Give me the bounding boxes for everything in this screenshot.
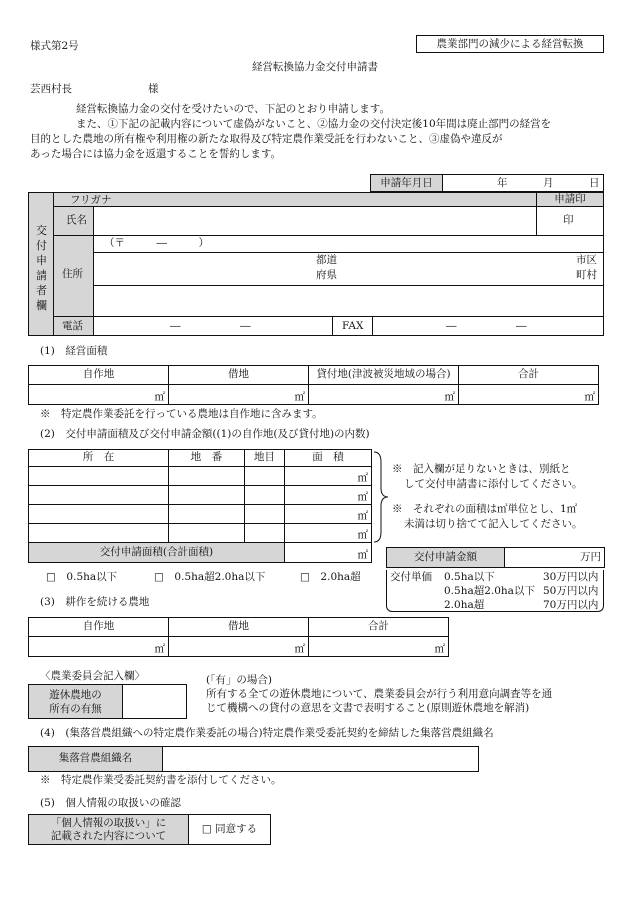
s2-header-category: 地目 [245, 450, 285, 467]
shiku-label: 市区 [576, 254, 597, 266]
section2-title: (2) 交付申請面積及び交付申請金額((1)の自作地(及び貸付地)の内数) [40, 428, 370, 440]
s2-row1-category[interactable] [245, 467, 285, 486]
phone-dash-2: ― [240, 320, 251, 332]
s2-row2-location[interactable] [29, 486, 169, 505]
s2-header-area: 面 積 [285, 450, 372, 467]
section5-table [28, 814, 271, 845]
form-number: 様式第2号 [30, 40, 79, 52]
committee-note-title: (「有」の場合) [206, 674, 272, 686]
s1-owned-input[interactable]: ㎡ [29, 385, 169, 405]
s2-note-1b: して交付申請書に添付してください。 [404, 478, 583, 490]
privacy-label-1: 「個人情報の取扱い」に [50, 816, 167, 829]
category-box [416, 35, 604, 53]
s2-row4-category[interactable] [245, 524, 285, 543]
s2-row4-lot[interactable] [169, 524, 245, 543]
s2-total-area-input[interactable]: ㎡ [285, 543, 372, 563]
committee-table [28, 684, 187, 719]
side-label: 交付申請者欄 [36, 224, 47, 312]
phone-label: 電話 [62, 320, 83, 332]
s1-lent-input[interactable]: ㎡ [309, 385, 459, 405]
fax-field[interactable] [373, 317, 603, 335]
section2-table [28, 449, 372, 563]
s3-header-owned: 自作地 [29, 618, 169, 637]
s2-header-lot: 地 番 [169, 450, 245, 467]
privacy-agree-checkbox[interactable]: □ 同意する [189, 815, 271, 845]
idle-land-input[interactable] [123, 685, 187, 719]
furigana-row [54, 193, 536, 207]
s2-note-1a: ※ 記入欄が足りないときは、別紙と [392, 463, 571, 475]
date-day[interactable]: 日 [589, 177, 600, 189]
choson-label: 町村 [576, 269, 597, 281]
s1-header-owned: 自作地 [29, 366, 169, 385]
section1-title: (1) 経営面積 [40, 345, 108, 357]
section1-note: ※ 特定農作業委託を行っている農地は自作地に含みます。 [40, 408, 323, 420]
s2-note-2a: ※ それぞれの面積は㎡単位とし、1㎡ [392, 503, 578, 515]
s1-leased-input[interactable]: ㎡ [169, 385, 309, 405]
s2-row2-lot[interactable] [169, 486, 245, 505]
section1-table [28, 365, 599, 405]
s1-total-input[interactable]: ㎡ [459, 385, 599, 405]
option-0-5ha-or-less[interactable]: □ 0.5ha以下 [46, 571, 118, 583]
s2-row1-lot[interactable] [169, 467, 245, 486]
s3-total-input[interactable]: ㎡ [309, 637, 449, 657]
seal-header [536, 193, 603, 207]
date-month[interactable]: 月 [543, 177, 554, 189]
idle-land-label [29, 685, 123, 719]
section5-title: (5) 個人情報の取扱いの確認 [40, 797, 181, 809]
brace-icon [372, 450, 390, 544]
s2-row1-area[interactable]: ㎡ [285, 467, 372, 486]
fax-dash-1: ― [446, 320, 457, 332]
s1-header-leased: 借地 [169, 366, 309, 385]
s2-total-area-label: 交付申請面積(合計面積) [29, 543, 285, 563]
date-row [370, 174, 604, 192]
s2-row1-location[interactable] [29, 467, 169, 486]
intro-line-3: 目的とした農地の所有権や利用権の新たな取得及び特定農作業受託を行わないこと、③虚偽や違反が [30, 133, 503, 145]
privacy-label [29, 815, 189, 845]
address-field-2[interactable] [94, 286, 603, 316]
org-name-input[interactable] [163, 747, 479, 772]
idle-land-label-2: 所有の有無 [49, 702, 102, 715]
amount-input[interactable]: 万円 [505, 548, 605, 568]
section4-table [28, 746, 479, 772]
section3-title: (3) 耕作を続ける農地 [40, 596, 150, 608]
rate-amount-1: 30万円以内 [543, 571, 599, 583]
rate-label: 交付単価 [390, 571, 432, 583]
name-field[interactable] [94, 207, 536, 235]
s1-header-lent: 貸付地(津波被災地域の場合) [309, 366, 459, 385]
seal-mark: 印 [563, 214, 574, 226]
fuken-label: 府県 [316, 269, 337, 281]
s1-header-total: 合計 [459, 366, 599, 385]
intro-line-4: あった場合には協力金を返還することを誓約します。 [30, 148, 282, 160]
committee-title: 〈農業委員会記入欄〉 [40, 670, 145, 682]
option-over-2ha[interactable]: □ 2.0ha超 [300, 571, 361, 583]
s2-row4-location[interactable] [29, 524, 169, 543]
postal-code[interactable]: （〒 ― ） [104, 237, 209, 249]
fax-dash-2: ― [516, 320, 527, 332]
s2-header-location: 所 在 [29, 450, 169, 467]
s2-row2-category[interactable] [245, 486, 285, 505]
rate-range-3: 2.0ha超 [444, 599, 485, 611]
side-label-cell [29, 193, 54, 335]
s2-row3-lot[interactable] [169, 505, 245, 524]
committee-note-1: 所有する全ての遊休農地について、農業委員会が行う利用意向調査等を通 [206, 688, 553, 700]
addressee: 芸西村長 [30, 83, 72, 95]
category-label: 農業部門の減少による経営転換 [436, 38, 584, 50]
seal-header-text: 申請印 [554, 193, 586, 205]
fax-label: FAX [342, 320, 364, 332]
date-year[interactable]: 年 [497, 177, 508, 189]
option-0-5-to-2ha[interactable]: □ 0.5ha超2.0ha以下 [154, 571, 266, 583]
intro-line-1: 経営転換協力金の交付を受けたいので、下記のとおり申請します。 [76, 103, 390, 115]
amount-label: 交付申請金額 [387, 548, 505, 568]
privacy-label-2: 記載された内容について [50, 829, 167, 842]
date-label-text: 申請年月日 [380, 177, 433, 189]
rate-range-2: 0.5ha超2.0ha以下 [444, 585, 535, 597]
phone-dash-1: ― [170, 320, 181, 332]
s3-header-total: 合計 [309, 618, 449, 637]
date-label [371, 175, 443, 191]
honorific: 様 [148, 83, 159, 95]
name-label: 氏名 [66, 214, 87, 226]
furigana-label: フリガナ [70, 194, 112, 206]
address-field[interactable] [94, 253, 603, 285]
section3-table [28, 617, 449, 657]
s2-note-2b: 未満は切り捨てて記入してください。 [404, 518, 583, 530]
s2-row4-area[interactable]: ㎡ [285, 524, 372, 543]
page-title: 経営転換協力金交付申請書 [252, 61, 378, 73]
section4-title: (4) (集落営農組織への特定農作業委託の場合)特定農作業受委託契約を締結した集落営農組織名 [40, 727, 494, 739]
committee-note-2: じて機構への貸付の意思を文書で表明すること(原則遊休農地を解消) [206, 702, 530, 714]
address-label: 住所 [62, 268, 83, 280]
s2-row3-category[interactable] [245, 505, 285, 524]
s3-owned-input[interactable]: ㎡ [29, 637, 169, 657]
s3-header-leased: 借地 [169, 618, 309, 637]
rate-range-1: 0.5ha以下 [444, 571, 495, 583]
intro-line-2: また、①下記の記載内容について虚偽がないこと、②協力金の交付決定後10年間は廃止部門の経営を [76, 118, 552, 130]
s3-leased-input[interactable]: ㎡ [169, 637, 309, 657]
rate-amount-2: 50万円以内 [543, 585, 599, 597]
phone-field[interactable] [94, 317, 332, 335]
s2-row2-area[interactable]: ㎡ [285, 486, 372, 505]
todo-label: 都道 [316, 254, 337, 266]
rate-amount-3: 70万円以内 [543, 599, 599, 611]
org-name-label: 集落営農組織名 [29, 747, 163, 772]
s2-row3-location[interactable] [29, 505, 169, 524]
s2-row3-area[interactable]: ㎡ [285, 505, 372, 524]
amount-table [386, 547, 605, 568]
section4-note: ※ 特定農作業受委託契約書を添付してください。 [40, 774, 282, 786]
idle-land-label-1: 遊休農地の [49, 688, 102, 701]
